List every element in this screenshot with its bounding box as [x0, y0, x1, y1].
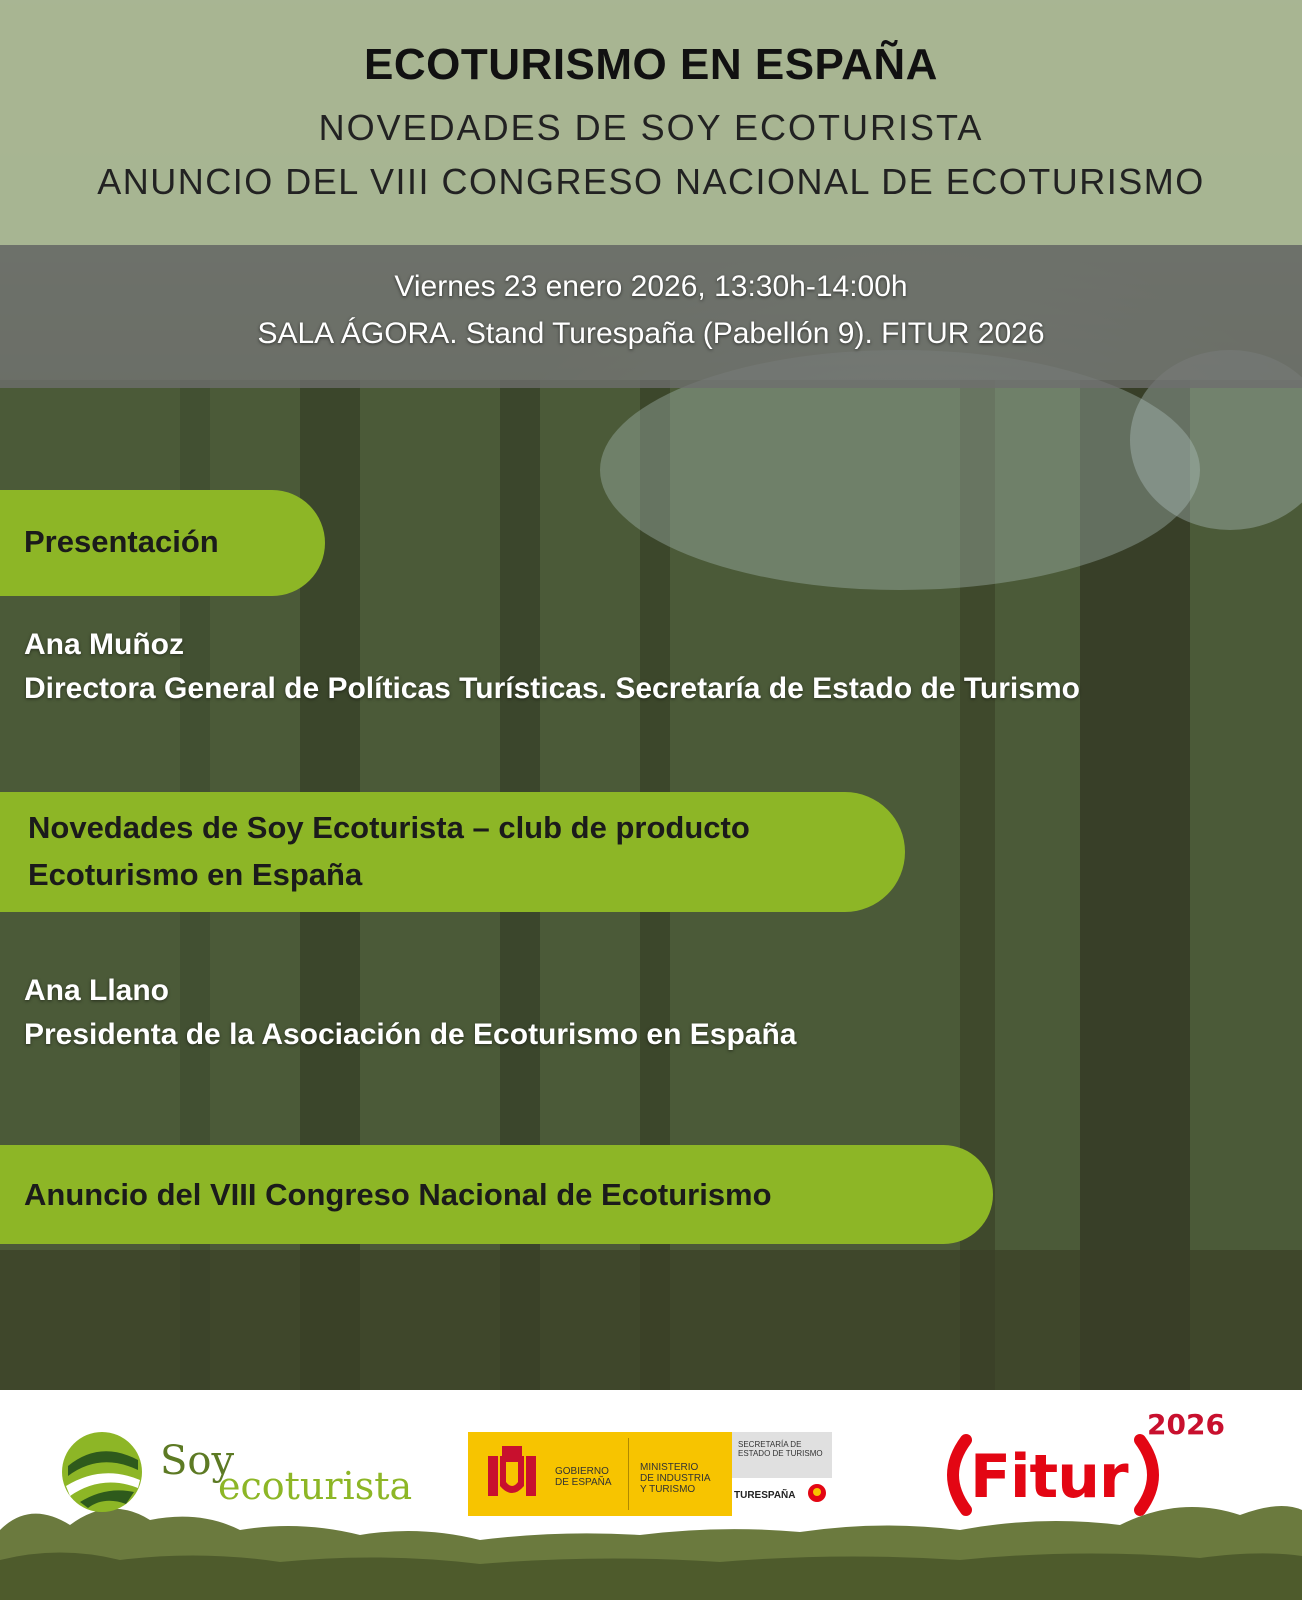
subtitle-anuncio: ANUNCIO DEL VIII CONGRESO NACIONAL DE ECOTURISMO: [97, 161, 1205, 202]
agenda-section-anuncio: [0, 1145, 993, 1244]
speaker-ana-munoz: [24, 623, 1080, 711]
secretaria-label: SECRETARÍA DE ESTADO DE TURISMO: [738, 1440, 823, 1458]
agenda-section-novedades: [0, 792, 905, 912]
event-date-time: Viernes 23 enero 2026, 13:30h-14:00h: [394, 270, 908, 303]
section-label: Anuncio del VIII Congreso Nacional de Ecoturismo: [24, 1177, 772, 1212]
gobierno-espana-logo: [468, 1432, 732, 1516]
event-location: SALA ÁGORA. Stand Turespaña (Pabellón 9). FITUR 2026: [257, 317, 1045, 350]
section-label: Presentación: [24, 524, 219, 559]
gobierno-label: GOBIERNO DE ESPAÑA: [555, 1466, 612, 1488]
section-label-line-1: Novedades de Soy Ecoturista – club de producto: [28, 810, 750, 845]
turespana-label: TURESPAÑA: [734, 1490, 796, 1501]
coat-of-arms-icon: [482, 1442, 542, 1506]
subtitle-novedades: NOVEDADES DE SOY ECOTURISTA: [318, 107, 984, 148]
soy-ecoturista-logo: [60, 1428, 420, 1518]
section-label-line-2: Ecoturismo en España: [28, 857, 363, 892]
speaker-role: Directora General de Políticas Turísticas. Secretaría de Estado de Turismo: [24, 672, 1080, 705]
soy-logo-word-1: Soy: [160, 1438, 235, 1484]
spain-brand-icon: [806, 1482, 828, 1504]
gov-divider: [628, 1438, 629, 1510]
page-title: ECOTURISMO EN ESPAÑA: [364, 40, 938, 89]
sponsor-footer: [0, 1390, 1302, 1600]
speaker-name: Ana Muñoz: [24, 628, 184, 661]
ministerio-label: MINISTERIO DE INDUSTRIA Y TURISMO: [640, 1462, 711, 1495]
soy-ecoturista-emblem-icon: [60, 1430, 144, 1514]
fitur-logo-text: Fitur: [970, 1442, 1128, 1512]
speaker-name: Ana Llano: [24, 974, 170, 1007]
section-label: [28, 804, 750, 898]
fitur-year: 2026: [1147, 1408, 1225, 1441]
agenda-section-presentacion: [0, 490, 325, 596]
speaker-role: Presidenta de la Asociación de Ecoturismo en España: [24, 1018, 797, 1051]
soy-logo-word-2: ecoturista: [218, 1464, 413, 1508]
speaker-ana-llano: [24, 969, 796, 1057]
